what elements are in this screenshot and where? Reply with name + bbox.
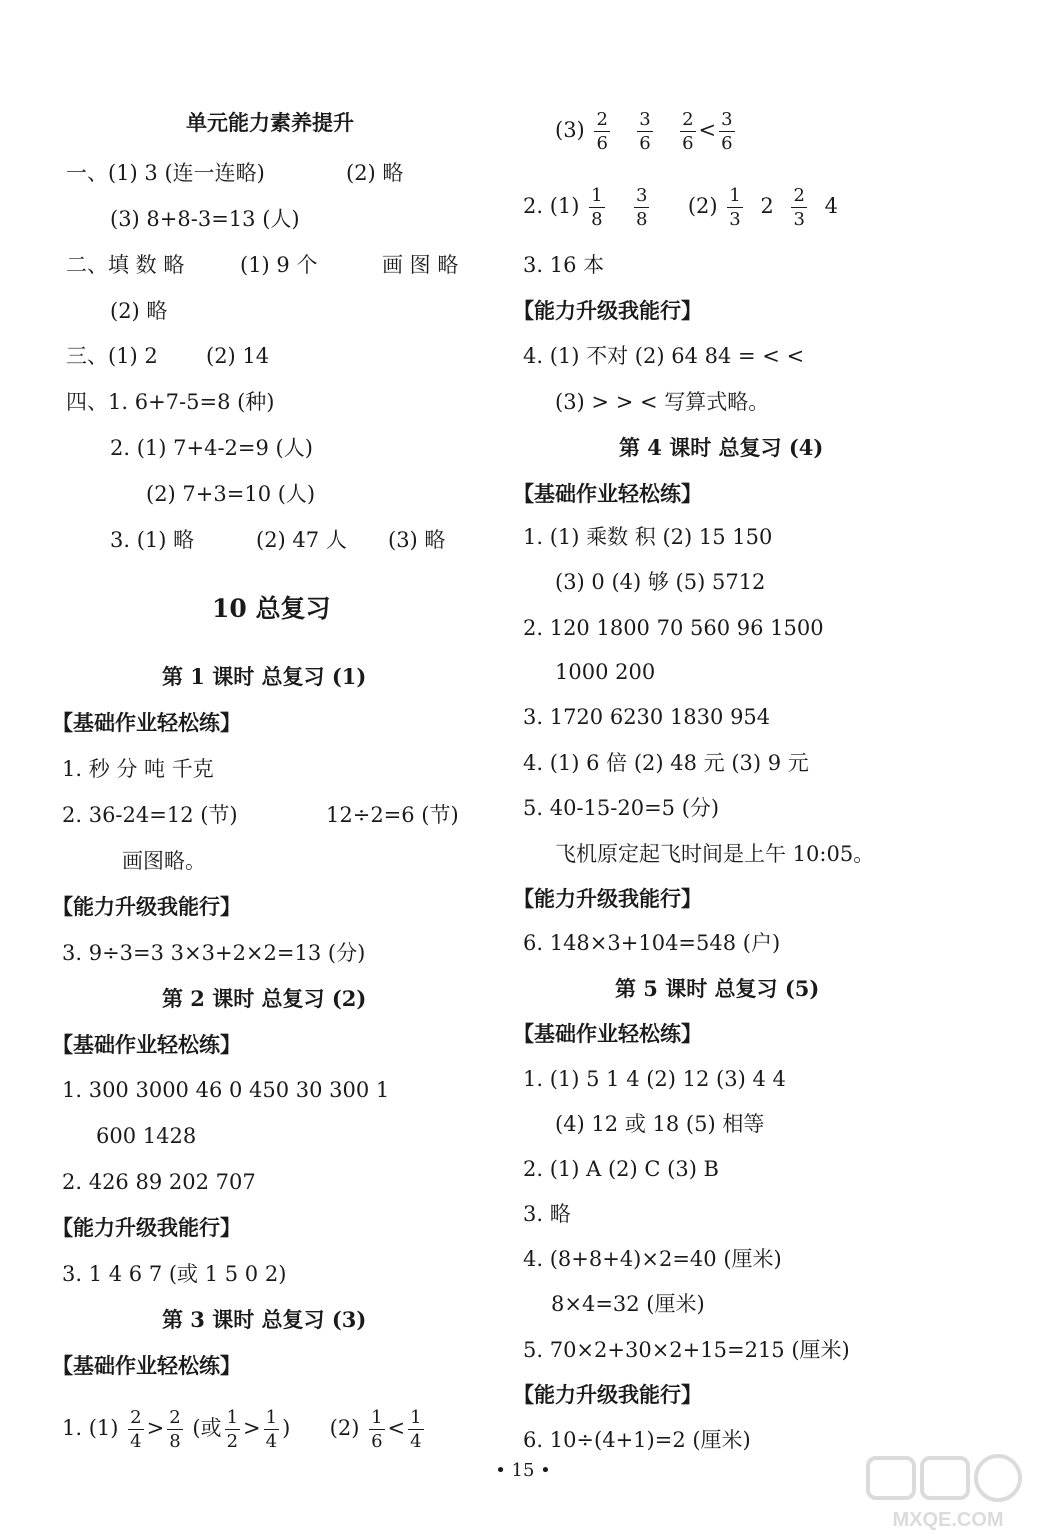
- answer-line: 1. 秒 分 吨 千克: [62, 757, 214, 781]
- answer-line: 3. 9÷3=3 3×3+2×2=13 (分): [62, 941, 366, 965]
- fraction: $\frac{3}{8}$: [635, 184, 648, 230]
- watermark-text: MXQE.COM: [892, 1509, 1004, 1531]
- fraction: $\frac{1}{3}$: [729, 184, 741, 230]
- greater-than-symbol: >: [146, 1416, 165, 1440]
- fraction-answer-line: [555, 108, 738, 153]
- answer-line: 2. (1) 7+4-2=9 (人): [110, 436, 313, 460]
- section-heading: 【能力升级我能行】: [52, 894, 241, 919]
- answer-line: 一、(1) 3 (连一连略): [66, 161, 265, 185]
- answer-line: 3. (1) 略: [110, 528, 195, 552]
- answer-line: 5. 70×2+30×2+15=215 (厘米): [523, 1338, 850, 1362]
- answer-line: 1. (1) 5 1 4 (2) 12 (3) 4 4: [523, 1067, 786, 1091]
- answer-line: 8×4=32 (厘米): [551, 1292, 705, 1316]
- answer-line: (1) 9 个: [240, 253, 318, 277]
- answer-line: 3. 16 本: [523, 253, 605, 277]
- section-heading: 【基础作业轻松练】: [52, 1353, 241, 1378]
- fraction: $\frac{2}{6}$: [682, 108, 694, 154]
- fraction: $\frac{1}{4}$: [265, 1406, 278, 1452]
- answer-line: 3. 1 4 6 7 (或 1 5 0 2): [62, 1262, 287, 1286]
- section-heading: 【基础作业轻松练】: [52, 710, 241, 735]
- answer-line: 6. 148×3+104=548 (户): [523, 931, 781, 955]
- answer-line: 二、填 数 略: [66, 253, 185, 277]
- answer-line: (2) 14: [206, 344, 270, 368]
- answer-line: 6. 10÷(4+1)=2 (厘米): [523, 1428, 751, 1452]
- answer-line: (3) 8+8-3=13 (人): [110, 207, 300, 231]
- answer-line: (3) 略: [388, 528, 446, 552]
- answer-label: (或: [192, 1416, 222, 1440]
- fraction: $\frac{1}{4}$: [410, 1406, 422, 1452]
- fraction: $\frac{2}{6}$: [596, 108, 608, 154]
- answer-line: (2) 7+3=10 (人): [146, 482, 316, 506]
- answer-line: 3. 1720 6230 1830 954: [523, 705, 771, 729]
- answer-line: 1. 300 3000 46 0 450 30 300 1: [62, 1078, 390, 1102]
- fraction: $\frac{3}{6}$: [721, 108, 733, 154]
- section-heading: 【基础作业轻松练】: [52, 1032, 241, 1057]
- fraction: $\frac{2}{4}$: [130, 1406, 142, 1452]
- answer-label: (2): [687, 194, 718, 218]
- unit-section-title: 单元能力素养提升: [186, 110, 354, 135]
- answer-line: (2) 略: [346, 161, 404, 185]
- answer-line: 4. (1) 不对 (2) 64 84 = < <: [523, 344, 805, 368]
- answer-line: 4. (8+8+4)×2=40 (厘米): [523, 1247, 782, 1271]
- answer-line: 2. 36-24=12 (节): [62, 803, 238, 827]
- answer-label: ): [282, 1416, 291, 1440]
- section-heading: 【能力升级我能行】: [513, 298, 702, 323]
- fraction: $\frac{1}{2}$: [226, 1406, 239, 1452]
- answer-line: (2) 47 人: [256, 528, 347, 552]
- answer-line: (4) 12 或 18 (5) 相等: [555, 1112, 765, 1136]
- section-heading: 【基础作业轻松练】: [513, 481, 702, 506]
- lesson-title: 第 3 课时 总复习 (3): [162, 1307, 367, 1332]
- answer-line: (3) 0 (4) 够 (5) 5712: [555, 570, 766, 594]
- greater-than-symbol: >: [243, 1416, 261, 1440]
- fraction: $\frac{1}{6}$: [371, 1406, 383, 1452]
- section-heading: 【能力升级我能行】: [513, 886, 702, 911]
- answer-line: (2) 略: [110, 299, 168, 323]
- answer-line: 2. (1) A (2) C (3) B: [523, 1157, 719, 1181]
- answer-line: 2. 426 89 202 707: [62, 1170, 256, 1194]
- answer-line: 四、1. 6+7-5=8 (种): [66, 390, 275, 414]
- answer-line: 600 1428: [96, 1124, 197, 1148]
- section-heading: 【基础作业轻松练】: [513, 1021, 702, 1046]
- answer-line: (3) > > < 写算式略。: [555, 390, 770, 414]
- answer-line: 3. 略: [523, 1202, 571, 1226]
- lesson-title: 第 4 课时 总复习 (4): [619, 435, 824, 460]
- answer-label: (3): [555, 118, 585, 142]
- answer-line: 4. (1) 6 倍 (2) 48 元 (3) 9 元: [523, 751, 809, 775]
- fraction: $\frac{2}{3}$: [793, 184, 805, 230]
- fraction: $\frac{2}{8}$: [169, 1406, 181, 1452]
- page-number: • 15 •: [495, 1460, 551, 1481]
- less-than-symbol: <: [387, 1416, 406, 1440]
- answer-line: 飞机原定起飞时间是上午 10:05。: [555, 842, 875, 866]
- fraction: $\frac{3}{6}$: [639, 108, 651, 154]
- answer-line: 画 图 略: [382, 253, 459, 277]
- less-than-symbol: <: [698, 118, 717, 142]
- answer-line: 1. (1) 乘数 积 (2) 15 150: [523, 525, 773, 549]
- section-heading: 【能力升级我能行】: [513, 1382, 702, 1407]
- answer-value: 4: [824, 194, 838, 218]
- answer-line: 2. 120 1800 70 560 96 1500: [523, 616, 824, 640]
- answer-line: 12÷2=6 (节): [326, 803, 459, 827]
- answer-label: 1. (1): [62, 1416, 119, 1440]
- answer-line: 三、(1) 2: [66, 344, 158, 368]
- answer-line: 5. 40-15-20=5 (分): [523, 796, 720, 820]
- lesson-title: 第 2 课时 总复习 (2): [162, 986, 367, 1011]
- lesson-title: 第 5 课时 总复习 (5): [615, 976, 820, 1001]
- answer-line: 画图略。: [122, 849, 206, 873]
- fraction: $\frac{1}{8}$: [591, 184, 603, 230]
- chapter-title: 10 总复习: [212, 594, 331, 623]
- watermark-logo: [858, 1452, 1038, 1532]
- section-heading: 【能力升级我能行】: [52, 1215, 241, 1240]
- answer-line: 1000 200: [555, 660, 656, 684]
- answer-label: 2. (1): [523, 194, 580, 218]
- fraction-answer-line: [62, 1406, 427, 1451]
- lesson-title: 第 1 课时 总复习 (1): [162, 664, 367, 689]
- answer-value: 2: [760, 194, 774, 218]
- fraction-answer-line: [523, 184, 838, 229]
- answer-label: (2): [329, 1416, 360, 1440]
